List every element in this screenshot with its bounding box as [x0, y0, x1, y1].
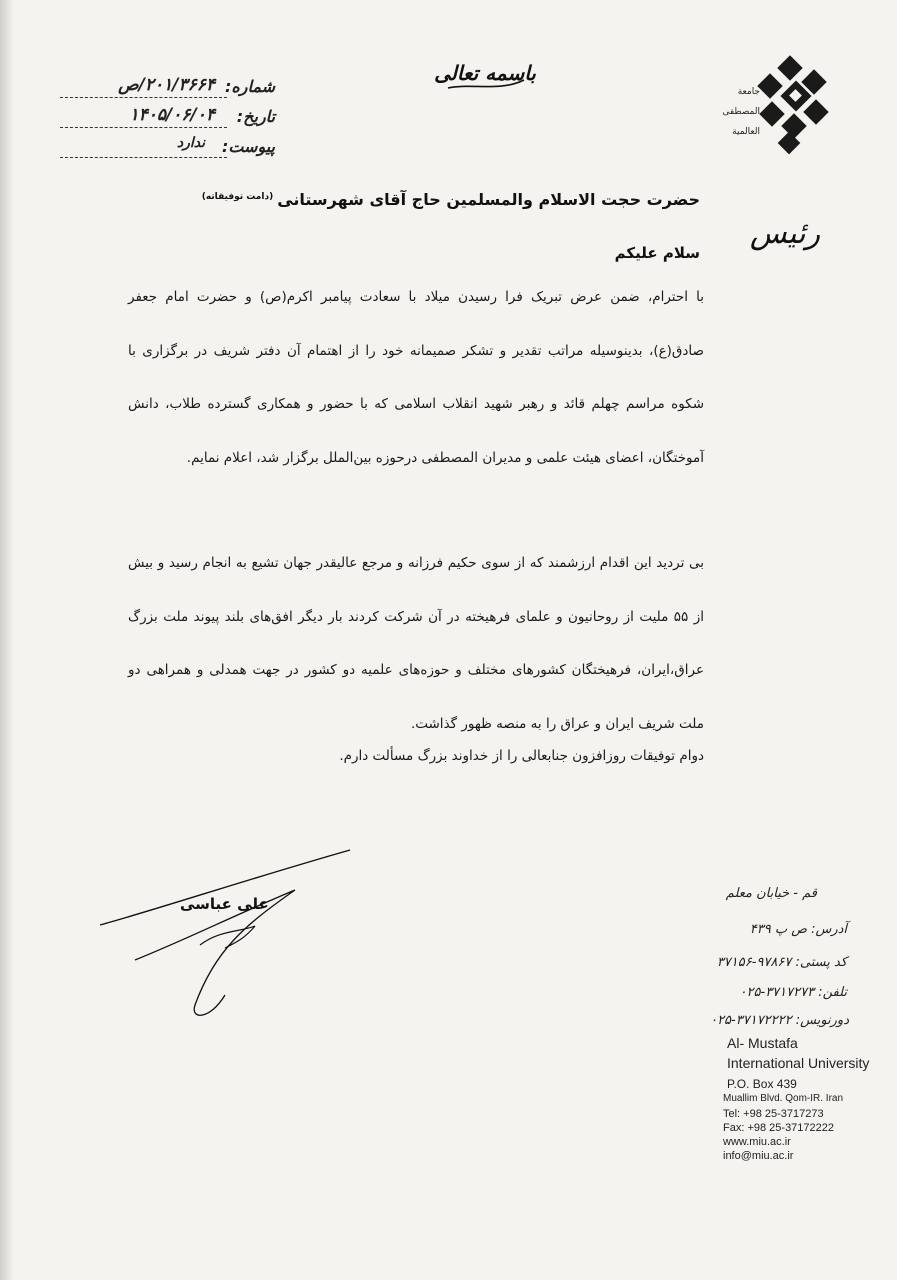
addressee-name: حضرت حجت الاسلام والمسلمین حاج آقای شهرستانی: [277, 190, 700, 209]
greeting: سلام علیکم: [614, 244, 700, 262]
number-value: ۲۰۱/۳۶۶۴/ص: [118, 75, 215, 95]
footer-phone: تلفن: ۳۷۱۷۲۷۳-۰۲۵: [739, 985, 847, 1000]
number-row: [60, 75, 275, 105]
logo-line: جامعة: [737, 87, 760, 97]
reference-block: [60, 75, 275, 165]
date-row: [60, 105, 275, 135]
addressee: [200, 190, 700, 209]
signatory-name: علی عباسی: [180, 895, 269, 913]
president-title-handwriting: [735, 205, 830, 260]
footer-email: info@miu.ac.ir: [723, 1150, 794, 1162]
logo-wordmark: [698, 82, 760, 142]
invocation-calligraphy: [434, 50, 536, 95]
logo-line: العالمیة: [732, 127, 760, 137]
number-label: شماره:: [224, 77, 275, 96]
footer-city: قم - خیابان معلم: [725, 886, 817, 901]
page-edge-shadow: [0, 0, 14, 1280]
footer-en-po-box: P.O. Box 439: [727, 1077, 797, 1091]
footer-en-name-2: International University: [727, 1055, 870, 1071]
footer-fax: دورنویس: ۳۷۱۷۲۲۲۲-۰۲۵: [710, 1013, 849, 1028]
attachment-row: [60, 135, 275, 165]
footer-po-box: آدرس: ص پ ۴۳۹: [749, 922, 847, 937]
closing-line: دوام توفیقات روزافزون جنابعالی را از خداوند بزرگ مسألت دارم.: [339, 748, 704, 764]
footer-en-address: Muallim Blvd. Qom-IR. Iran: [723, 1093, 844, 1104]
invocation-text: باسمه تعالی: [434, 61, 536, 85]
dotted-line: [60, 127, 227, 128]
footer-en-tel: Tel: +98 25-3717273: [723, 1108, 824, 1120]
attachment-value: ندارد: [176, 135, 205, 151]
president-title: رئیس: [749, 216, 821, 251]
dotted-line: [60, 97, 227, 98]
footer-postal-code: کد پستی: ۹۷۸۶۷-۳۷۱۵۶: [716, 955, 847, 970]
paragraph-1: با احترام، ضمن عرض تبریک فرا رسیدن میلاد با سعادت پیامبر اکرم(ص) و حضرت امام جعفر صادق(ع)، بدینوسیله مراتب تقدیر و تشکر صمیمانه خود را از اهتمام آن دفتر شریف در برگزاری با شکوه مراسم چهلم قائد و رهبر شهید انقلاب اسلامی که با حضور و همکاری گسترده طلاب، دانش آموختگان، اعضای هیئت علمی و مدیران المصطفی درحوزه بین‌الملل برگزار شد، اعلام نمایم.: [128, 289, 704, 466]
date-label: تاریخ:: [236, 107, 275, 126]
attachment-label: پیوست:: [221, 137, 275, 156]
paragraph-2: بی تردید این اقدام ارزشمند که از سوی حکیم فرزانه و مرجع عالیقدر جهان تشیع به انجام رسید و بیش از ۵۵ ملیت از روحانیون و علمای فرهیخته در آن شرکت کردند بار دیگر افق‌های بلند پیوند ملت بزرگ عراق،ایران، فرهیختگان کشورهای مختلف و حوزه‌های علمیه دو کشور در جهت همدلی و همراهی دو ملت شریف ایران و عراق را به منصه ظهور گذاشت.: [128, 555, 705, 732]
logo-line: المصطفی: [722, 107, 760, 117]
al-mustafa-logo-icon: [755, 55, 835, 160]
addressee-note: (دامت توفیقاته): [201, 191, 274, 202]
dotted-line: [60, 157, 227, 158]
footer-website: www.miu.ac.ir: [723, 1136, 791, 1148]
date-value: ۱۴۰۵/۰۶/۰۴: [129, 105, 215, 125]
footer-en-name-1: Al- Mustafa: [727, 1035, 798, 1051]
signature-scribble: [95, 830, 365, 1020]
footer-en-fax: Fax: +98 25-37172222: [723, 1122, 835, 1134]
